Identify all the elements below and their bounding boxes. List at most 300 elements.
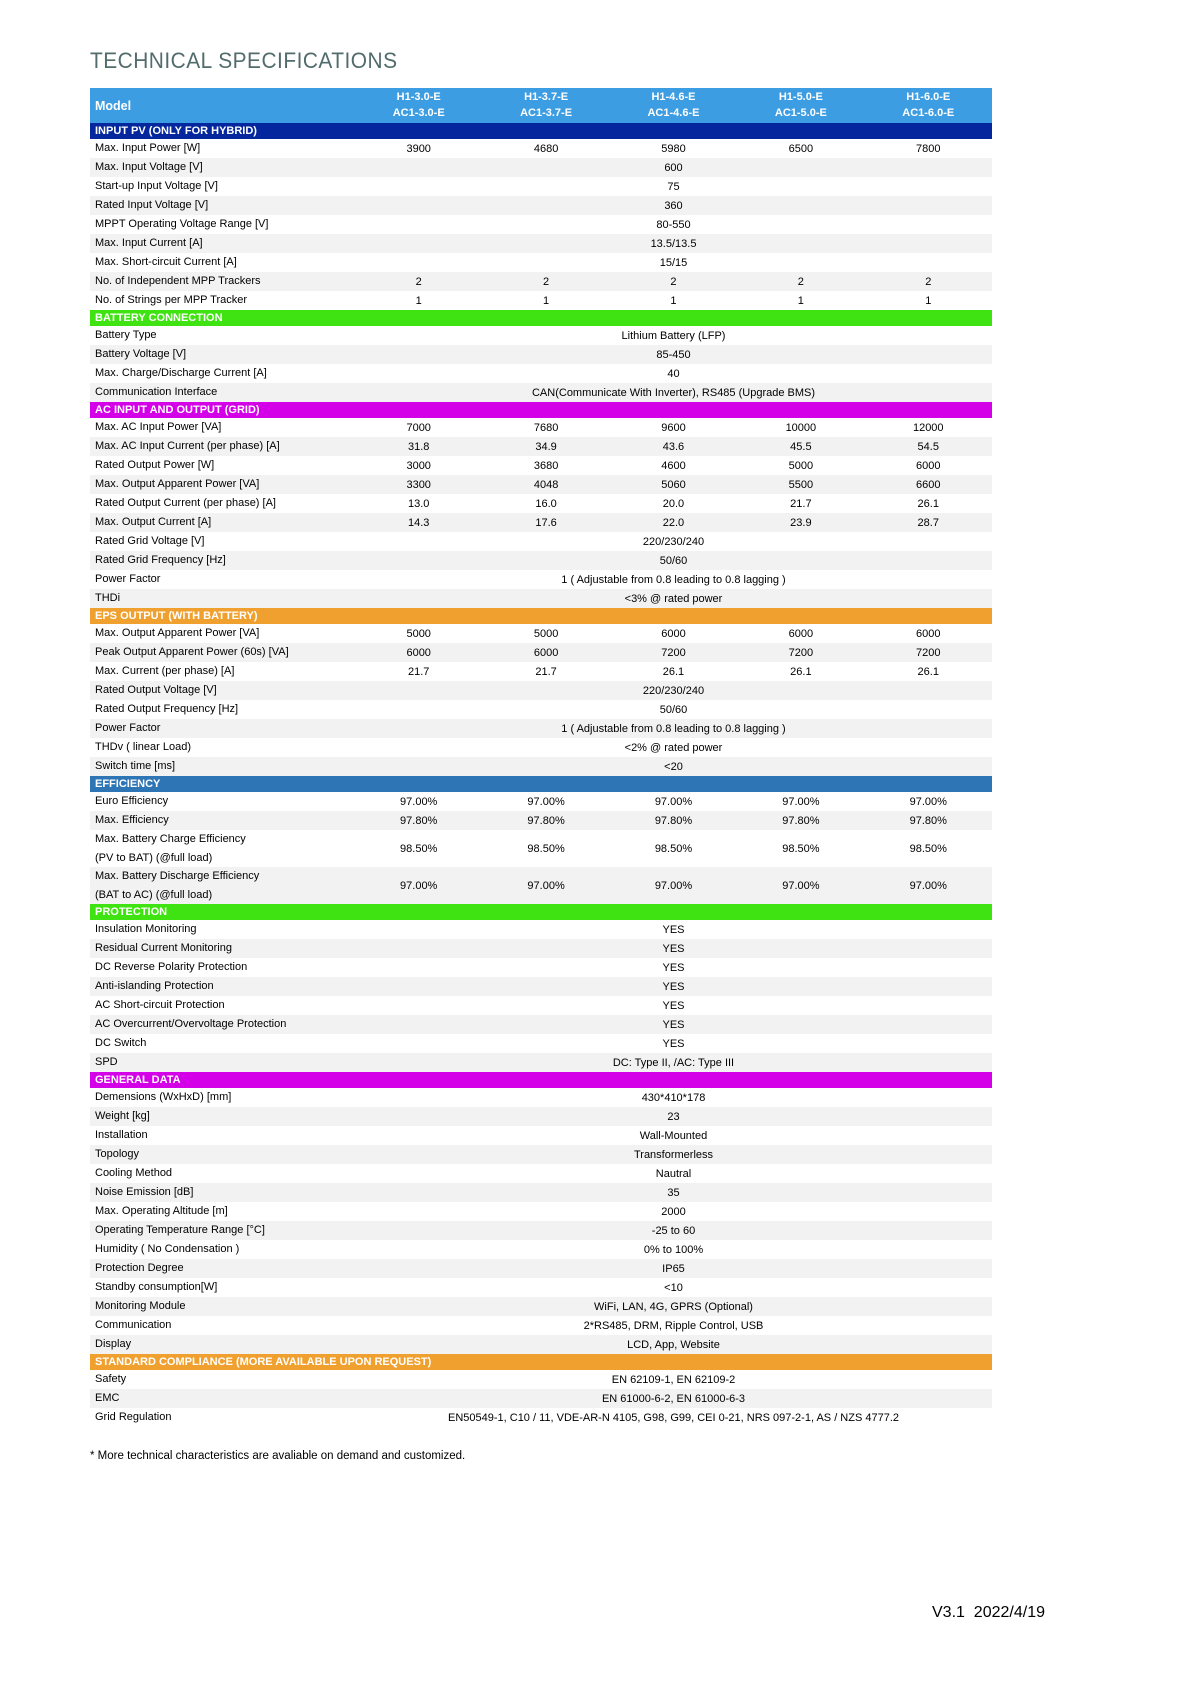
spec-row: [90, 437, 992, 456]
model-name-line2: AC1-3.0-E: [392, 106, 445, 119]
spec-row: [90, 939, 992, 958]
spec-value-merged: 40: [667, 367, 680, 380]
spec-label-line: Humidity ( No Condensation ): [95, 1243, 240, 1256]
spec-label-line: Max. AC Input Current (per phase) [A]: [95, 440, 280, 453]
spec-row: [90, 234, 992, 253]
spec-value: 23.9: [790, 516, 812, 529]
spec-value: 10000: [785, 421, 817, 434]
spec-label-line: THDi: [95, 592, 121, 605]
model-column-header: [482, 88, 609, 123]
spec-value: 4680: [533, 142, 559, 155]
spec-value-merged: YES: [662, 923, 685, 936]
section-header: EPS OUTPUT (WITH BATTERY): [90, 608, 992, 624]
spec-value-merged: 13.5/13.5: [650, 237, 697, 250]
spec-value: 97.80%: [909, 814, 947, 827]
spec-value-merged: IP65: [662, 1262, 685, 1275]
spec-value-merged: 15/15: [659, 256, 688, 269]
spec-row: [90, 177, 992, 196]
spec-value: 1: [543, 294, 550, 307]
spec-label: [90, 215, 355, 234]
spec-label: [90, 364, 355, 383]
spec-value: 3300: [406, 478, 431, 491]
spec-label-line: Max. Current (per phase) [A]: [95, 665, 235, 678]
spec-label: [90, 1389, 355, 1408]
spec-label: [90, 1370, 355, 1389]
spec-row: [90, 1316, 992, 1335]
spec-value: 31.8: [407, 440, 430, 453]
spec-value: 97.00%: [909, 879, 947, 892]
spec-value-merged: YES: [662, 942, 685, 955]
spec-row: [90, 700, 992, 719]
spec-value: 97.00%: [400, 795, 438, 808]
spec-row: [90, 920, 992, 939]
spec-value: 1: [797, 294, 804, 307]
section-header: BATTERY CONNECTION: [90, 310, 992, 326]
model-name-line1: H1-3.0-E: [396, 90, 441, 103]
spec-value: 3680: [533, 459, 559, 472]
model-name-line1: H1-4.6-E: [651, 90, 696, 103]
spec-value: 6000: [661, 627, 686, 640]
spec-value: 7200: [916, 646, 941, 659]
spec-value: 26.1: [662, 665, 685, 678]
spec-value: 28.7: [917, 516, 939, 529]
spec-label-line: Protection Degree: [95, 1262, 184, 1275]
spec-label: [90, 513, 355, 532]
spec-value: 54.5: [917, 440, 939, 453]
spec-label-line: THDv ( linear Load): [95, 741, 191, 754]
spec-value: 20.0: [662, 497, 685, 510]
spec-label: [90, 139, 355, 158]
spec-value: 5060: [661, 478, 686, 491]
spec-row: [90, 1240, 992, 1259]
spec-value: 2: [925, 275, 932, 288]
spec-value: 5000: [788, 459, 814, 472]
spec-value: 2: [670, 275, 677, 288]
section-header: STANDARD COMPLIANCE (MORE AVAILABLE UPON REQUEST): [90, 1354, 992, 1370]
spec-value: 97.00%: [909, 795, 947, 808]
spec-row: [90, 662, 992, 681]
spec-value: 6000: [916, 627, 941, 640]
spec-label: [90, 1316, 355, 1335]
spec-label-line: Rated Output Voltage [V]: [95, 684, 217, 697]
spec-label: [90, 757, 355, 776]
spec-value: 97.80%: [527, 814, 565, 827]
spec-label-line: Battery Type: [95, 329, 157, 342]
spec-value: 1: [670, 294, 677, 307]
spec-row: [90, 1221, 992, 1240]
model-name-line1: H1-5.0-E: [778, 90, 823, 103]
spec-value: 98.50%: [400, 842, 438, 855]
spec-label-line: No. of Strings per MPP Tracker: [95, 294, 248, 307]
spec-value: 97.80%: [782, 814, 820, 827]
spec-label-line: Peak Output Apparent Power (60s) [VA]: [95, 646, 289, 659]
spec-row: [90, 996, 992, 1015]
spec-label: [90, 437, 355, 456]
spec-label-line: Max. Output Apparent Power [VA]: [95, 627, 260, 640]
spec-label: [90, 570, 355, 589]
spec-value: 3900: [406, 142, 431, 155]
spec-label: [90, 1335, 355, 1354]
model-name-line2: AC1-4.6-E: [647, 106, 700, 119]
spec-label-line: Communication Interface: [95, 386, 218, 399]
spec-value: 7200: [661, 646, 686, 659]
spec-value-merged: Lithium Battery (LFP): [621, 329, 726, 342]
spec-value: 3000: [406, 459, 431, 472]
spec-row: [90, 1408, 992, 1427]
spec-label-line: DC Reverse Polarity Protection: [95, 961, 248, 974]
spec-label-line: Switch time [ms]: [95, 760, 176, 773]
spec-value: 26.1: [917, 497, 939, 510]
spec-value: 6600: [916, 478, 941, 491]
spec-label: [90, 158, 355, 177]
spec-row: [90, 551, 992, 570]
spec-label-line: Standby consumption[W]: [95, 1281, 218, 1294]
spec-row: [90, 291, 992, 310]
spec-value-merged: 85-450: [656, 348, 691, 361]
spec-label: [90, 958, 355, 977]
spec-value: 6000: [788, 627, 814, 640]
spec-row: [90, 215, 992, 234]
spec-label-line: Power Factor: [95, 722, 161, 735]
spec-label-line: Topology: [95, 1148, 140, 1161]
spec-value: 21.7: [535, 665, 557, 678]
model-column-header: [865, 88, 992, 123]
spec-label: [90, 830, 355, 867]
spec-label: [90, 589, 355, 608]
footnote: * More technical characteristics are avaliable on demand and customized.: [90, 1450, 466, 1462]
spec-label: [90, 1088, 355, 1107]
spec-label: [90, 234, 355, 253]
spec-value: 6000: [533, 646, 559, 659]
spec-label-line: Grid Regulation: [95, 1411, 172, 1424]
spec-label-line: Power Factor: [95, 573, 161, 586]
spec-label-line: Max. Operating Altitude [m]: [95, 1205, 228, 1218]
section-header: INPUT PV (ONLY FOR HYBRID): [90, 123, 992, 139]
spec-row: [90, 456, 992, 475]
spec-label: [90, 624, 355, 643]
spec-label: [90, 456, 355, 475]
spec-row: [90, 624, 992, 643]
spec-row: [90, 1145, 992, 1164]
spec-value: 7800: [916, 142, 941, 155]
spec-value: 21.7: [407, 665, 430, 678]
spec-row: [90, 513, 992, 532]
spec-value: 16.0: [535, 497, 557, 510]
spec-label: [90, 345, 355, 364]
spec-value-merged: YES: [662, 1037, 685, 1050]
spec-label: [90, 196, 355, 215]
spec-label: [90, 291, 355, 310]
spec-label-line: No. of Independent MPP Trackers: [95, 275, 261, 288]
spec-value-merged: 360: [664, 199, 683, 212]
spec-value: 4048: [533, 478, 559, 491]
spec-label-line: Operating Temperature Range [°C]: [95, 1224, 265, 1237]
spec-label: [90, 1408, 355, 1427]
spec-label-line: (PV to BAT) (@full load): [95, 851, 213, 864]
spec-row: [90, 811, 992, 830]
spec-label-line: Anti-islanding Protection: [95, 980, 214, 993]
spec-label-line: Noise Emission [dB]: [95, 1186, 194, 1199]
spec-label: [90, 738, 355, 757]
model-column-header: [737, 88, 864, 123]
spec-value: 97.00%: [527, 795, 565, 808]
spec-value: 6000: [406, 646, 431, 659]
spec-row: [90, 383, 992, 402]
spec-label-line: AC Overcurrent/Overvoltage Protection: [95, 1018, 287, 1031]
spec-label-line: Max. Input Current [A]: [95, 237, 203, 250]
spec-row: [90, 681, 992, 700]
spec-label-line: Euro Efficiency: [95, 795, 169, 808]
spec-row: [90, 1053, 992, 1072]
spec-row: [90, 196, 992, 215]
spec-label: [90, 1145, 355, 1164]
spec-label: [90, 1202, 355, 1221]
spec-row: [90, 1015, 992, 1034]
spec-value: 45.5: [790, 440, 812, 453]
spec-label-line: Max. Output Apparent Power [VA]: [95, 478, 260, 491]
spec-value-merged: 50/60: [659, 554, 688, 567]
spec-label-line: Max. Output Current [A]: [95, 516, 212, 529]
spec-label-line: Rated Output Current (per phase) [A]: [95, 497, 276, 510]
spec-label: [90, 1297, 355, 1316]
spec-label: [90, 1034, 355, 1053]
spec-label: [90, 700, 355, 719]
spec-label-line: Monitoring Module: [95, 1300, 186, 1313]
spec-label: [90, 643, 355, 662]
spec-label-line: Cooling Method: [95, 1167, 173, 1180]
spec-value: 34.9: [535, 440, 557, 453]
spec-label-line: Insulation Monitoring: [95, 923, 197, 936]
spec-label-line: Max. Battery Charge Efficiency: [95, 833, 246, 845]
spec-label: [90, 272, 355, 291]
spec-value-merged: 50/60: [659, 703, 688, 716]
spec-row: [90, 792, 992, 811]
spec-value: 2: [797, 275, 804, 288]
spec-value-merged: WiFi, LAN, 4G, GPRS (Optional): [594, 1300, 753, 1313]
spec-label-line: Safety: [95, 1373, 127, 1386]
spec-row: [90, 272, 992, 291]
spec-value-merged: YES: [662, 961, 685, 974]
spec-value: 7680: [533, 421, 559, 434]
spec-value-merged: 2000: [661, 1205, 686, 1218]
spec-label: [90, 326, 355, 345]
spec-value-merged: LCD, App, Website: [627, 1338, 720, 1351]
spec-row: [90, 1107, 992, 1126]
spec-value-merged: EN 62109-1, EN 62109-2: [611, 1373, 736, 1386]
spec-label: [90, 996, 355, 1015]
spec-row: [90, 1259, 992, 1278]
spec-label-line: DC Switch: [95, 1037, 147, 1050]
spec-value: 97.00%: [782, 879, 820, 892]
spec-label-line: Max. Charge/Discharge Current [A]: [95, 367, 267, 380]
spec-label: [90, 792, 355, 811]
spec-row: [90, 830, 992, 867]
spec-value-merged: DC: Type II, /AC: Type III: [612, 1056, 735, 1069]
spec-value-merged: YES: [662, 1018, 685, 1031]
spec-label-line: Start-up Input Voltage [V]: [95, 180, 218, 193]
spec-row: [90, 1164, 992, 1183]
spec-value: 2: [415, 275, 422, 288]
spec-label: [90, 662, 355, 681]
spec-value: 17.6: [535, 516, 557, 529]
spec-row: [90, 364, 992, 383]
spec-label: [90, 681, 355, 700]
spec-label-line: Max. Input Power [W]: [95, 142, 201, 155]
spec-row: [90, 977, 992, 996]
spec-value-merged: EN50549-1, C10 / 11, VDE-AR-N 4105, G98, G99, CEI 0-21, NRS 097-2-1, AS / NZS 4777.2: [447, 1411, 900, 1424]
spec-value-merged: Wall-Mounted: [639, 1129, 708, 1142]
spec-value: 21.7: [790, 497, 812, 510]
spec-value-merged: 2*RS485, DRM, Ripple Control, USB: [583, 1319, 764, 1332]
spec-value-merged: 80-550: [656, 218, 691, 231]
spec-value: 26.1: [790, 665, 812, 678]
spec-label-line: Max. Short-circuit Current [A]: [95, 256, 237, 269]
spec-value: 12000: [912, 421, 944, 434]
spec-label-line: (BAT to AC) (@full load): [95, 888, 213, 901]
model-name-line1: H1-3.7-E: [524, 90, 569, 103]
spec-label: [90, 383, 355, 402]
spec-value-merged: 600: [664, 161, 683, 174]
spec-value: 98.50%: [782, 842, 820, 855]
spec-value-merged: 1 ( Adjustable from 0.8 leading to 0.8 lagging ): [561, 573, 786, 586]
spec-label-line: Residual Current Monitoring: [95, 942, 232, 955]
model-column-header: [355, 88, 482, 123]
spec-label: [90, 1183, 355, 1202]
spec-label-line: Display: [95, 1338, 132, 1351]
spec-value-merged: CAN(Communicate With Inverter), RS485 (Upgrade BMS): [531, 386, 816, 399]
spec-value-merged: -25 to 60: [651, 1224, 696, 1237]
spec-row: [90, 418, 992, 437]
model-name-line2: AC1-5.0-E: [774, 106, 827, 119]
spec-value: 98.50%: [527, 842, 565, 855]
spec-label-line: Max. Input Voltage [V]: [95, 161, 203, 174]
spec-value: 97.00%: [782, 795, 820, 808]
page-title: TECHNICAL SPECIFICATIONS: [90, 48, 398, 73]
spec-label-line: Rated Output Power [W]: [95, 459, 215, 472]
spec-row: [90, 158, 992, 177]
spec-value-merged: 0% to 100%: [643, 1243, 704, 1256]
spec-label-line: Rated Grid Voltage [V]: [95, 535, 205, 548]
spec-value-merged: EN 61000-6-2, EN 61000-6-3: [601, 1392, 746, 1405]
model-column-header: [610, 88, 737, 123]
spec-label-line: Battery Voltage [V]: [95, 348, 187, 361]
spec-label: [90, 551, 355, 570]
spec-label: [90, 1126, 355, 1145]
spec-label-line: Installation: [95, 1129, 148, 1142]
spec-label: [90, 920, 355, 939]
spec-value: 1: [925, 294, 932, 307]
spec-value: 1: [415, 294, 422, 307]
spec-row: [90, 757, 992, 776]
spec-value: 97.80%: [654, 814, 693, 827]
model-name-line1: H1-6.0-E: [906, 90, 951, 103]
spec-value-merged: <3% @ rated power: [624, 592, 723, 605]
spec-label-line: Rated Grid Frequency [Hz]: [95, 554, 226, 567]
spec-value: 6500: [788, 142, 814, 155]
spec-value: 43.6: [662, 440, 685, 453]
spec-label-line: Rated Output Frequency [Hz]: [95, 703, 239, 716]
spec-value: 98.50%: [654, 842, 693, 855]
spec-row: [90, 570, 992, 589]
spec-value-merged: <10: [664, 1281, 683, 1294]
spec-value: 97.00%: [654, 795, 693, 808]
spec-value-merged: 35: [667, 1186, 680, 1199]
spec-row: [90, 867, 992, 904]
spec-label: [90, 1107, 355, 1126]
section-header: GENERAL DATA: [90, 1072, 992, 1088]
spec-label: [90, 1015, 355, 1034]
spec-value: 97.00%: [654, 879, 693, 892]
section-header: EFFICIENCY: [90, 776, 992, 792]
spec-row: [90, 1034, 992, 1053]
spec-value-merged: 220/230/240: [642, 684, 705, 697]
spec-label-line: Rated Input Voltage [V]: [95, 199, 209, 212]
spec-value: 13.0: [407, 497, 430, 510]
spec-value: 5500: [788, 478, 814, 491]
spec-label: [90, 939, 355, 958]
spec-value-merged: YES: [662, 980, 685, 993]
spec-label-line: Communication: [95, 1319, 172, 1332]
spec-value: 98.50%: [909, 842, 947, 855]
spec-label: [90, 719, 355, 738]
section-header: AC INPUT AND OUTPUT (GRID): [90, 402, 992, 418]
spec-row: [90, 958, 992, 977]
spec-value-merged: 75: [667, 180, 680, 193]
spec-value-merged: <2% @ rated power: [624, 741, 723, 754]
spec-table: [90, 88, 992, 1427]
spec-label: [90, 1240, 355, 1259]
spec-row: [90, 719, 992, 738]
spec-value: 26.1: [917, 665, 939, 678]
spec-label: [90, 1221, 355, 1240]
spec-label: [90, 253, 355, 272]
spec-label: [90, 475, 355, 494]
spec-row: [90, 475, 992, 494]
spec-row: [90, 1335, 992, 1354]
spec-label: [90, 177, 355, 196]
spec-row: [90, 1389, 992, 1408]
spec-label-line: Max. AC Input Power [VA]: [95, 421, 222, 434]
spec-row: [90, 643, 992, 662]
spec-label: [90, 1259, 355, 1278]
spec-row: [90, 139, 992, 158]
spec-label: [90, 418, 355, 437]
spec-value: 7000: [406, 421, 431, 434]
spec-row: [90, 1297, 992, 1316]
model-header-label: Model: [95, 98, 132, 113]
spec-row: [90, 1370, 992, 1389]
spec-label: [90, 532, 355, 551]
spec-value: 97.00%: [400, 879, 438, 892]
spec-row: [90, 1088, 992, 1107]
spec-value-merged: 220/230/240: [642, 535, 705, 548]
spec-row: [90, 253, 992, 272]
spec-row: [90, 1202, 992, 1221]
model-name-line2: AC1-6.0-E: [902, 106, 955, 119]
spec-label-line: Max. Efficiency: [95, 814, 169, 827]
spec-label: [90, 977, 355, 996]
model-name-line2: AC1-3.7-E: [520, 106, 573, 119]
spec-label-line: Demensions (WxHxD) [mm]: [95, 1091, 232, 1104]
spec-label: [90, 1278, 355, 1297]
spec-label-line: EMC: [95, 1392, 120, 1405]
spec-row: [90, 1183, 992, 1202]
spec-row: [90, 494, 992, 513]
spec-row: [90, 1278, 992, 1297]
spec-value: 6000: [916, 459, 941, 472]
spec-value: 9600: [661, 421, 686, 434]
spec-label: [90, 1053, 355, 1072]
